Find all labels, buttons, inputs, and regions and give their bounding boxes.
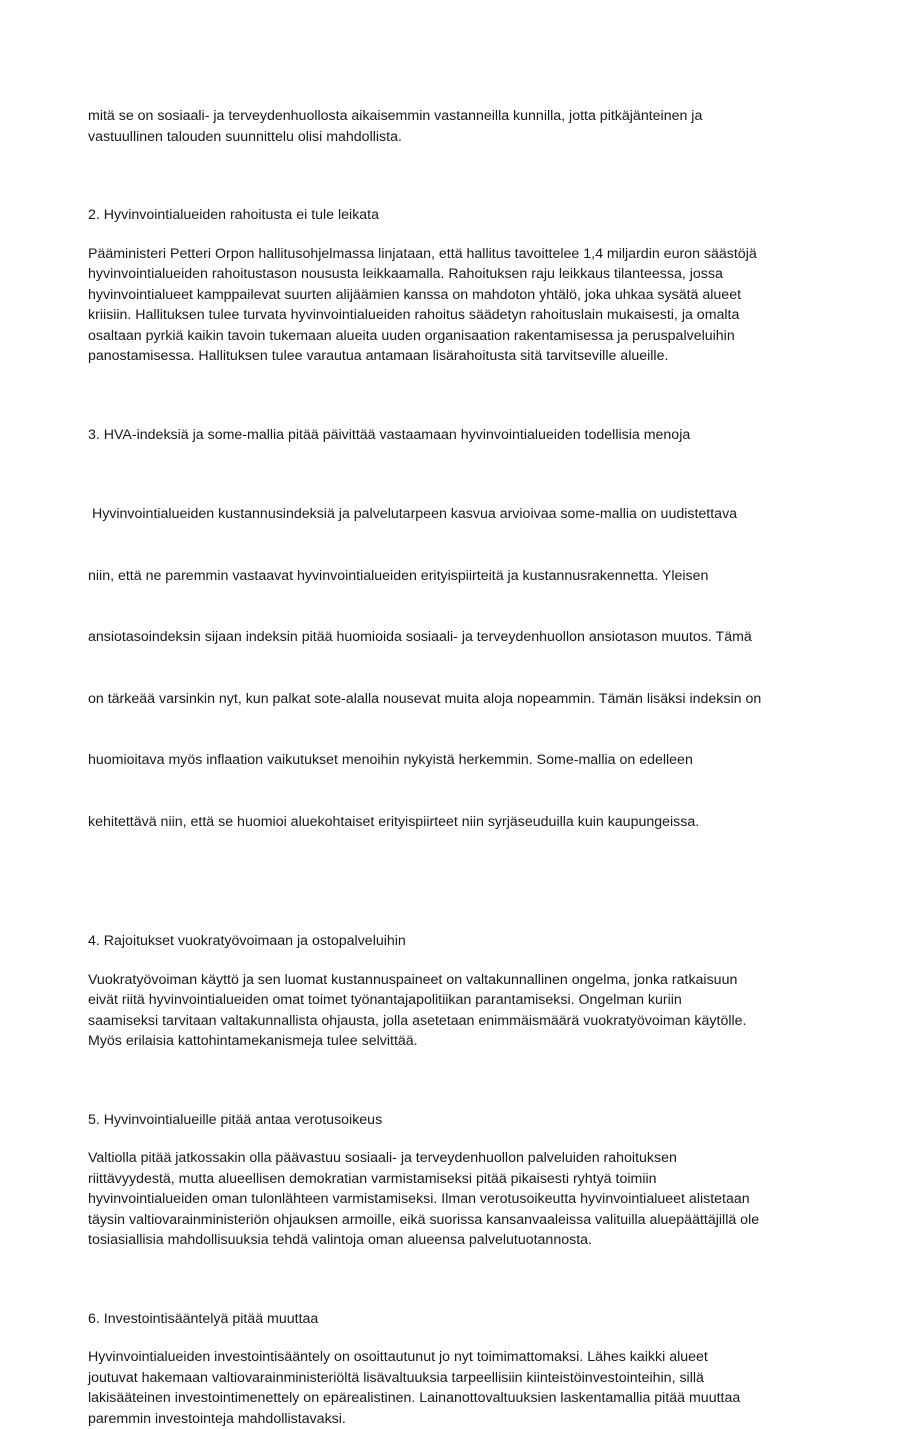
section-paragraph [88, 463, 828, 873]
paragraph-line: vastuullinen talouden suunnittelu olisi mahdollista. [88, 127, 828, 148]
paragraph-line: hyvinvointialueiden rahoitustason noususta leikkaamalla. Rahoituksen raju leikkaus tilanteessa, jossa [88, 264, 828, 285]
section-heading: 5. Hyvinvointialueille pitää antaa verotusoikeus [88, 1110, 828, 1131]
paragraph-line: saamiseksi tarvitaan valtakunnallista ohjausta, jolla asetetaan enimmäismäärä vuokratyövoiman käytölle. [88, 1011, 828, 1032]
paragraph-line: mitä se on sosiaali- ja terveydenhuollosta aikaisemmin vastanneilla kunnilla, jotta pitkäjänteinen ja [88, 106, 828, 127]
paragraph-line: eivät riitä hyvinvointialueiden omat toimet työnantajapolitiikan parantamiseksi. Ongelman kuriin [88, 990, 828, 1011]
paragraph-line: ansiotasoindeksin sijaan indeksin pitää huomioida sosiaali- ja terveydenhuollon ansiotason muutos. Tämä [88, 627, 828, 648]
intro-paragraph [88, 106, 828, 147]
paragraph-line: Vuokratyövoiman käyttö ja sen luomat kustannuspaineet on valtakunnallinen ongelma, jonka ratkaisuun [88, 970, 828, 991]
paragraph-line: Hyvinvointialueiden investointisääntely on osoittautunut jo nyt toimimattomaksi. Lähes kaikki alueet [88, 1347, 828, 1368]
paragraph-line: on tärkeää varsinkin nyt, kun palkat sote-alalla nousevat muita aloja nopeammin. Tämän lisäksi indeksin on [88, 689, 828, 710]
paragraph-line: lakisääteinen investointimenettely on epärealistinen. Lainanottovaltuuksien laskentamallia pitää muuttaa [88, 1388, 828, 1409]
document-body [88, 106, 828, 1429]
section-heading: 4. Rajoitukset vuokratyövoimaan ja ostopalveluihin [88, 931, 828, 952]
paragraph-line: kehitettävä niin, että se huomioi aluekohtaiset erityispiirteet niin syrjäseuduilla kuin kaupungeissa. [88, 812, 828, 833]
paragraph-line: osaltaan pyrkiä kaikin tavoin tukemaan alueita uuden organisaation rakentamisessa ja peruspalveluihin [88, 326, 828, 347]
paragraph-line: Valtiolla pitää jatkossakin olla päävastuu sosiaali- ja terveydenhuollon palveluiden rahoituksen [88, 1148, 828, 1169]
paragraph-line: niin, että ne paremmin vastaavat hyvinvointialueiden erityispiirteitä ja kustannusrakennetta. Yleisen [88, 566, 828, 587]
paragraph-line: tosiasiallisia mahdollisuuksia tehdä valintoja oman alueensa palvelutuotannosta. [88, 1230, 828, 1251]
section-paragraph [88, 244, 828, 367]
section-heading: 6. Investointisääntelyä pitää muuttaa [88, 1309, 828, 1330]
paragraph-line: paremmin investointeja mahdollistavaksi. [88, 1409, 828, 1429]
paragraph-line: joutuvat hakemaan valtiovarainministeriöltä lisävaltuuksia tarpeellisiin kiinteistöinvestointeihin, sillä [88, 1368, 828, 1389]
paragraph-line: täysin valtiovarainministeriön ohjauksen armoille, eikä suorissa kansanvaaleissa valituilla aluepäättäjillä ole [88, 1210, 828, 1231]
section-heading: 3. HVA-indeksiä ja some-mallia pitää päivittää vastaamaan hyvinvointialueiden todellisia menoja [88, 425, 828, 446]
section-paragraph [88, 970, 828, 1052]
section-paragraph [88, 1148, 828, 1251]
paragraph-line: riittävyydestä, mutta alueellisen demokratian varmistamiseksi pitää pikaisesti ryhtyä toimiin [88, 1169, 828, 1190]
paragraph-line: hyvinvointialueiden oman tulonlähteen varmistamiseksi. Ilman verotusoikeutta hyvinvointialueet alistetaan [88, 1189, 828, 1210]
paragraph-line: kriisiin. Hallituksen tulee turvata hyvinvointialueiden rahoitus säädetyn rahoituslain mukaisesti, ja omalta [88, 305, 828, 326]
section-heading: 2. Hyvinvointialueiden rahoitusta ei tule leikata [88, 205, 828, 226]
paragraph-line: hyvinvointialueet kamppailevat suurten alijäämien kanssa on mahdoton yhtälö, joka uhkaa sysätä alueet [88, 285, 828, 306]
paragraph-line: Myös erilaisia kattohintamekanismeja tulee selvittää. [88, 1031, 828, 1052]
paragraph-line: panostamisessa. Hallituksen tulee varautua antamaan lisärahoitusta sitä tarvitseville alueille. [88, 346, 828, 367]
section-paragraph [88, 1347, 828, 1429]
paragraph-line: huomioitava myös inflaation vaikutukset menoihin nykyistä herkemmin. Some-mallia on edelleen [88, 750, 828, 771]
paragraph-line: Hyvinvointialueiden kustannusindeksiä ja palvelutarpeen kasvua arvioivaa some-mallia on uudistettava [88, 504, 828, 525]
paragraph-line: Pääministeri Petteri Orpon hallitusohjelmassa linjataan, että hallitus tavoittelee 1,4 miljardin euron säästöjä [88, 244, 828, 265]
